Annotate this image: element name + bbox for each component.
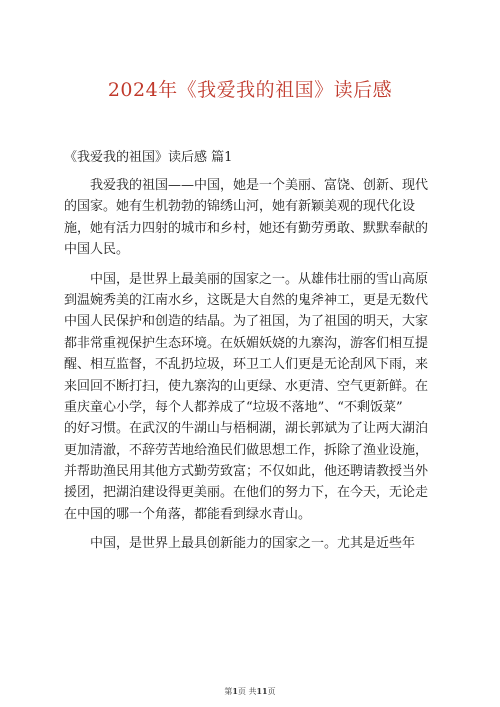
footer-suffix: 页 (267, 687, 276, 696)
paragraph (64, 175, 440, 261)
footer-middle: 页 共 (237, 687, 257, 696)
text-line: 中国人民。 (64, 242, 130, 258)
total-page-count: 11 (256, 686, 268, 696)
document-body (64, 175, 440, 563)
text-line: 醒、相互监督，不乱扔垃圾，环卫工人们更是无论刮风下雨，来 (64, 357, 429, 373)
document-title: 2024年《我爱我的祖国》读后感 (107, 79, 393, 101)
text-line: 中国，是世界上最具创新能力的国家之一。尤其是近些年 (90, 536, 416, 552)
text-line: 中国人民保护和创造的结晶。为了祖国，为了祖国的明天，大家 (64, 314, 429, 330)
paragraph (64, 533, 440, 554)
text-line: 更加清澈，不辞劳苦地给渔民们做思想工作，拆除了渔业设施， (64, 442, 429, 458)
text-line: 的国家。她有生机勃勃的锦绣山河，她有新颖美观的现代化设 (64, 199, 416, 215)
text-line: 施，她有活力四射的城市和乡村，她还有勤劳勇敢、默默奉献的 (64, 220, 429, 236)
text-line: 重庆童心小学，每个人都养成了“垃圾不落地”、“不剩饭菜” (64, 399, 403, 415)
text-line: 我爱我的祖国——中国，她是一个美丽、富饶、创新、现代 (90, 178, 429, 193)
text-line: 到温婉秀美的江南水乡，这既是大自然的鬼斧神工，更是无数代 (64, 292, 429, 308)
text-line: 在中国的哪一个角落，都能看到绿水青山。 (64, 506, 312, 522)
section-heading: 《我爱我的祖国》读后感 篇1 (64, 150, 233, 165)
text-line: 并帮助渔民用其他方式勤劳致富；不仅如此，他还聘请教授当外 (64, 464, 429, 480)
text-line: 的好习惯。在武汉的牛湖山与梧桐湖，湖长郭斌为了让两大湖泊 (64, 421, 429, 437)
footer-prefix: 第 (224, 687, 233, 696)
current-page-number: 1 (232, 686, 238, 696)
page-footer (0, 685, 500, 698)
text-line: 中国，是世界上最美丽的国家之一。从雄伟壮丽的雪山高原 (90, 271, 429, 287)
paragraph (64, 269, 440, 526)
text-line: 援团，把湖泊建设得更美丽。在他们的努力下，在今天，无论走 (64, 485, 429, 501)
text-line: 来回回不断打扫，使九寨沟的山更绿、水更清、空气更新鲜。在 (64, 378, 429, 394)
text-line: 都非常重视保护生态环境。在妖媚妖娆的九寨沟，游客们相互提 (64, 335, 429, 351)
